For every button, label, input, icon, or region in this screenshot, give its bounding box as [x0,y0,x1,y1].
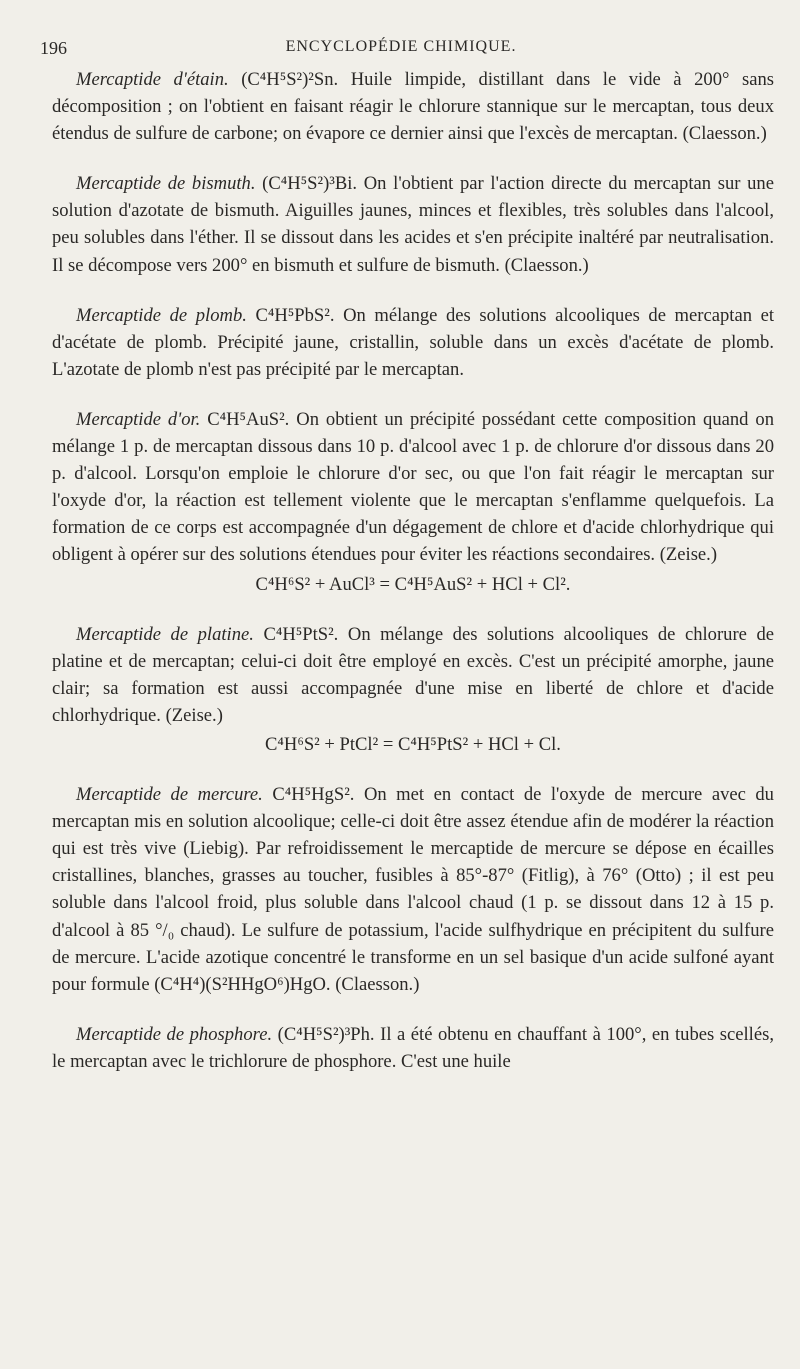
text-body [52,66,774,1075]
entry-formula: C⁴H⁵HgS². [272,784,355,806]
entry-text: Il a été obtenu en chauffant à 100°, en tubes scellés, le mercaptan avec le trichlorure de phosphore. C'est une huile [52,1023,774,1072]
equation-or: C⁴H⁶S² + AuCl³ = C⁴H⁵AuS² + HCl + Cl². [255,573,571,595]
entry-term: Mercaptide d'or. [76,408,201,430]
paragraph-mercaptide-phosphore [52,1021,774,1075]
entry-text: On mélange des solutions alcooliques de mercaptan et d'acétate de plomb. Précipité jaune, cristallin, soluble dans un excès d'acétate de plomb. L'azotate de plomb n'est pas précipité par le mercaptan. [52,304,775,380]
running-title: ENCYCLOPÉDIE CHIMIQUE. [285,38,517,55]
page-number: 196 [40,38,67,58]
paragraph-mercaptide-mercure [52,781,774,998]
entry-text: Huile limpide, distillant dans le vide à 200° sans décomposition ; on l'obtient en faisant réagir le chlorure stannique sur le mercaptan, tous deux étendus de sulfure de carbone; on évapore ce dernier ainsi que l'excès de mercaptan. (Claesson.) [52,69,774,145]
equation-platine: C⁴H⁶S² + PtCl² = C⁴H⁵PtS² + HCl + Cl. [265,733,561,755]
paragraph-mercaptide-platine [52,621,774,729]
entry-term: Mercaptide de platine. [76,623,254,645]
running-head [40,38,762,62]
paragraph-mercaptide-bismuth [52,170,774,278]
paragraph-mercaptide-plomb [52,302,774,383]
paragraph-mercaptide-etain [52,66,774,147]
entry-formula: (C⁴H⁵S²)³Ph. [277,1023,375,1045]
entry-formula: C⁴H⁵PbS². [255,304,335,326]
entry-formula: (C⁴H⁵S²)³Bi. [262,173,358,195]
entry-text: On l'obtient par l'action directe du mercaptan sur une solution d'azotate de bismuth. Aiguilles jaunes, minces et flexibles, très solubles dans l'alcool, peu solubles dans l'éther. Il se dissout dans les acides et s'en précipite inaltéré par neutralisation. Il se décompose vers 200° en bismuth et sulfure de bismuth. (Claesson.) [52,173,774,276]
entry-term: Mercaptide de plomb. [76,304,247,326]
entry-term: Mercaptide d'étain. [76,69,229,90]
paragraph-mercaptide-or [52,406,774,569]
entry-text: On obtient un précipité possédant cette composition quand on mélange 1 p. de mercaptan dissous dans 10 p. d'alcool avec 1 p. de chlorure d'or dissous dans 20 p. d'alcool. Lorsqu'on emploie le chlorure d'or sec, ou que l'on fait réagir le mercaptan sur l'oxyde d'or, la réaction est tellement violente que le mercaptan s'enflamme quelquefois. La formation de ce corps est accompagnée d'un dégagement de chlore et d'acide chlorhydrique qui obligent à opérer sur des solutions étendues pour éviter les réactions secondaires. (Zeise.) [52,408,774,566]
entry-formula: C⁴H⁵PtS². [263,623,339,645]
entry-text: On met en contact de l'oxyde de mercure avec du mercaptan mis en solution alcoolique; celle-ci doit être assez étendue afin de modérer la réaction qui est très vive (Liebig). Par refroidissement le mercaptide de mercure se dépose en écailles cristallines, blanches, grasses au toucher, fusibles à 85°-87° (Fitlig), à 76° (Otto) ; il est peu soluble dans l'alcool froid, plus soluble dans l'alcool chaud (1 p. se dissout dans 12 à 15 p. d'alcool à 85 °/₀ chaud). Le sulfure de potassium, l'acide sulfhydrique en précipitent du sulfure de mercure. L'acide azotique concentré le transforme en un sel basique d'un acide sulfoné ayant pour formule (C⁴H⁴)(S²HHgO⁶)HgO. (Claesson.) [52,784,774,995]
entry-term: Mercaptide de phosphore. [76,1023,273,1045]
entry-formula: C⁴H⁵AuS². [207,408,290,430]
entry-formula: (C⁴H⁵S²)²Sn. [241,69,339,90]
entry-term: Mercaptide de mercure. [76,784,263,806]
entry-text: On mélange des solutions alcooliques de chlorure de platine et de mercaptan; celui-ci doit être employé en excès. C'est un précipité amorphe, jaune clair; sa formation est aussi accompagnée d'une mise en liberté de chlore et d'acide chlorhydrique. (Zeise.) [52,623,774,726]
entry-term: Mercaptide de bismuth. [76,173,256,195]
